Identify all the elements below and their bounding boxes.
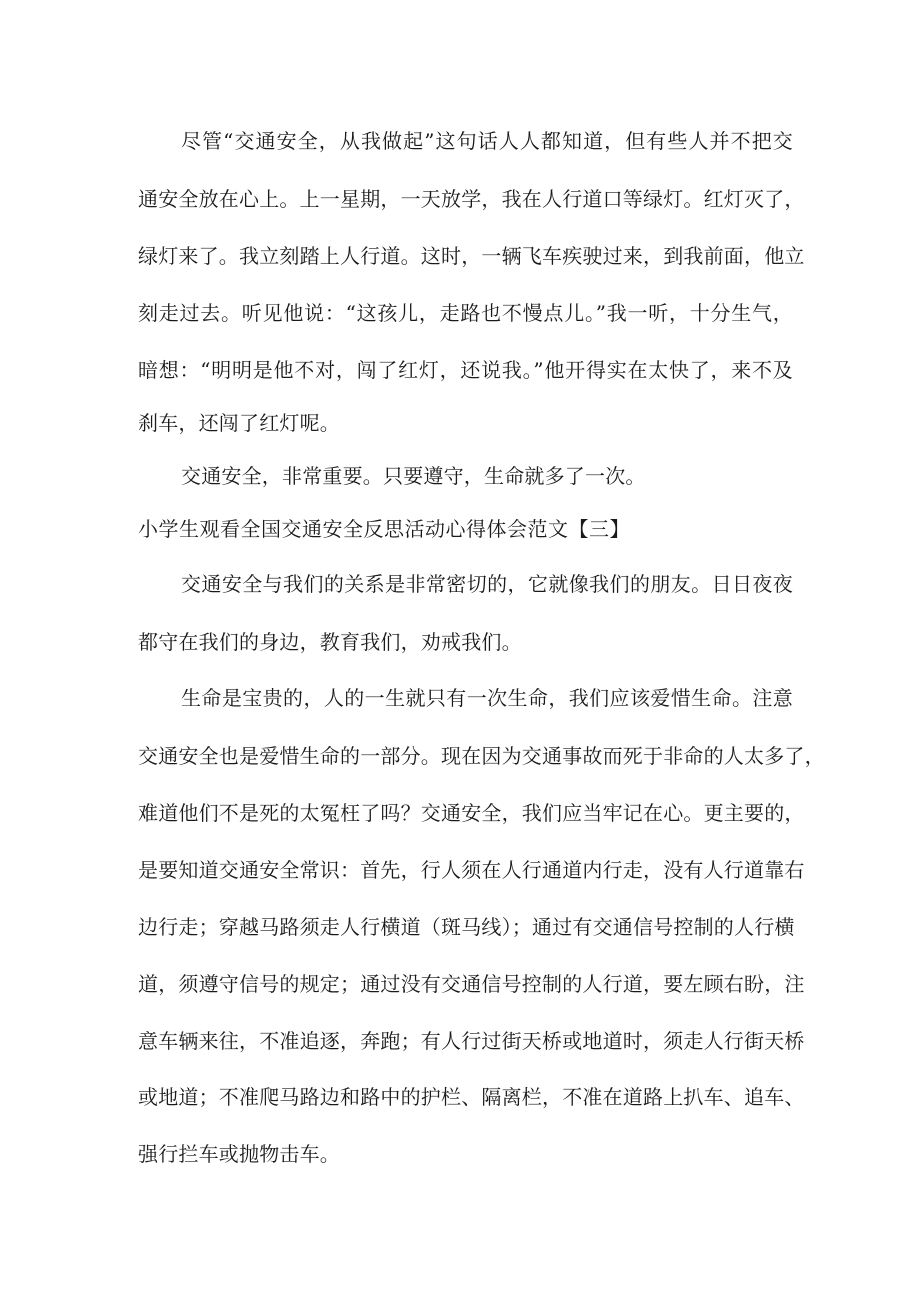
section-paragraph-2-line-9: 强行拦车或抛物击车。 xyxy=(138,1142,340,1166)
section-paragraph-2-line-6: 道，须遵守信号的规定；通过没有交通信号控制的人行道，要左顾右盼，注 xyxy=(138,972,805,996)
paragraph-1-line-3: 绿灯来了。我立刻踏上人行道。这时，一辆飞车疾驶过来，到我前面，他立 xyxy=(138,244,805,268)
section-paragraph-1-line-2: 都守在我们的身边，教育我们，劝戒我们。 xyxy=(138,630,522,654)
section-paragraph-2-line-3: 难道他们不是死的太冤枉了吗？交通安全，我们应当牢记在心。更主要的， xyxy=(138,801,805,825)
section-heading: 小学生观看全国交通安全反思活动心得体会范文【三】 xyxy=(138,517,630,541)
paragraph-1-line-6: 刹车，还闯了红灯呢。 xyxy=(138,411,340,435)
section-paragraph-2-line-1: 生命是宝贵的，人的一生就只有一次生命，我们应该爱惜生命。注意 xyxy=(181,686,793,710)
paragraph-2-line-1: 交通安全，非常重要。只要遵守，生命就多了一次。 xyxy=(181,464,646,488)
paragraph-1-line-5: 暗想：“明明是他不对，闯了红灯，还说我。”他开得实在太快了，来不及 xyxy=(138,358,793,382)
section-paragraph-2-line-8: 或地道；不准爬马路边和路中的护栏、隔离栏，不准在道路上扒车、追车、 xyxy=(138,1085,805,1109)
section-paragraph-2-line-7: 意车辆来往，不准追逐，奔跑；有人行过街天桥或地道时，须走人行街天桥 xyxy=(138,1029,805,1053)
section-paragraph-2-line-4: 是要知道交通安全常识：首先，行人须在人行通道内行走，没有人行道靠右 xyxy=(138,858,805,882)
section-paragraph-1-line-1: 交通安全与我们的关系是非常密切的，它就像我们的朋友。日日夜夜 xyxy=(181,572,793,596)
paragraph-1-line-2: 通安全放在心上。上一星期，一天放学，我在人行道口等绿灯。红灯灭了， xyxy=(138,187,805,211)
section-paragraph-2-line-2: 交通安全也是爱惜生命的一部分。现在因为交通事故而死于非命的人太多了， xyxy=(138,744,825,768)
paragraph-1-line-4: 刻走过去。听见他说：“这孩儿，走路也不慢点儿。”我一听，十分生气， xyxy=(138,301,793,325)
paragraph-1-line-1: 尽管“交通安全，从我做起”这句话人人都知道，但有些人并不把交 xyxy=(181,129,793,153)
section-paragraph-2-line-5: 边行走；穿越马路须走人行横道（斑马线）；通过有交通信号控制的人行横 xyxy=(138,915,795,939)
